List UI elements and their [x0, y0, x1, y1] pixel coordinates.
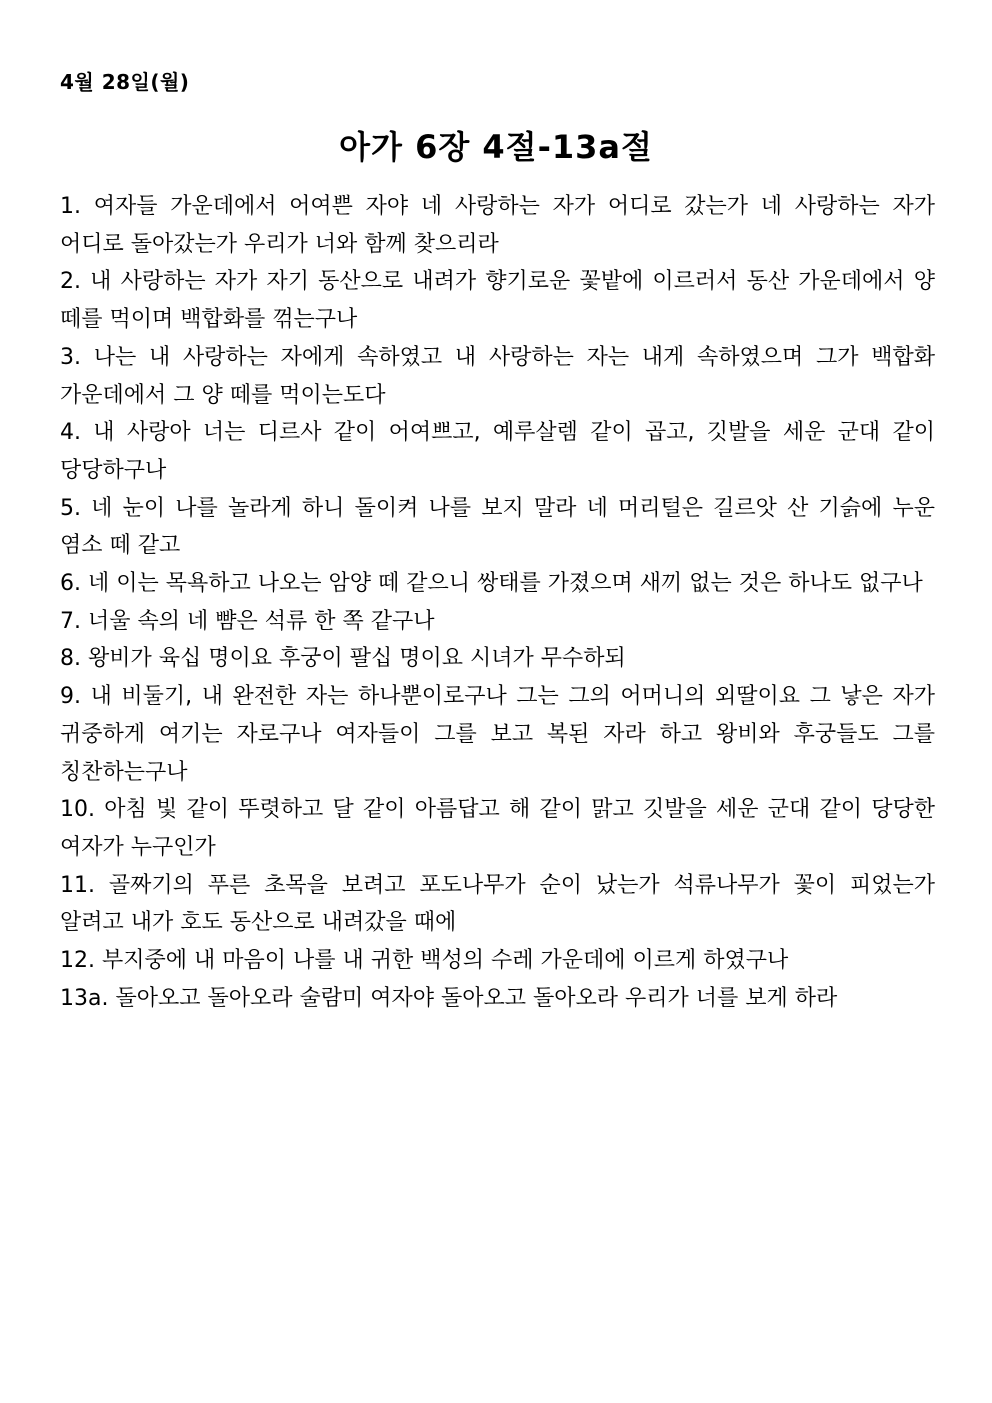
verse-13a: 13a. 돌아오고 돌아오라 술람미 여자야 돌아오고 돌아오라 우리가 너를 보게 하라 — [60, 985, 838, 1011]
verse-11: 11. 골짜기의 푸른 초목을 보려고 포도나무가 순이 났는가 석류나무가 꽃이 피었는가 알려고 내가 호도 동산으로 내려갔을 때에 — [60, 872, 935, 936]
date-heading: 4월 28일(월) — [60, 70, 190, 94]
verse-9: 9. 내 비둘기, 내 완전한 자는 하나뿐이로구나 그는 그의 어머니의 외딸이요 그 낳은 자가 귀중하게 여기는 자로구나 여자들이 그를 보고 복된 자라 하고 왕비와 후궁들도 그를 칭찬하는구나 — [60, 684, 935, 785]
verse-7: 7. 너울 속의 네 뺨은 석류 한 쪽 같구나 — [60, 608, 435, 634]
verse-8: 8. 왕비가 육십 명이요 후궁이 팔십 명이요 시녀가 무수하되 — [60, 646, 626, 672]
verse-12: 12. 부지중에 내 마음이 나를 내 귀한 백성의 수레 가운데에 이르게 하였구나 — [60, 948, 789, 974]
verse-3: 3. 나는 내 사랑하는 자에게 속하였고 내 사랑하는 자는 내게 속하였으며 그가 백합화 가운데에서 그 양 떼를 먹이는도다 — [60, 344, 935, 408]
verse-1: 1. 여자들 가운데에서 어여쁜 자야 네 사랑하는 자가 어디로 갔는가 네 사랑하는 자가 어디로 돌아갔는가 우리가 너와 함께 찾으리라 — [60, 194, 935, 257]
verse-2: 2. 내 사랑하는 자가 자기 동산으로 내려가 향기로운 꽃밭에 이르러서 동산 가운데에서 양 떼를 먹이며 백합화를 꺾는구나 — [60, 269, 935, 333]
verse-10: 10. 아침 빛 같이 뚜렷하고 달 같이 아름답고 해 같이 맑고 깃발을 세운 군대 같이 당당한 여자가 누구인가 — [60, 797, 935, 860]
page-title: 아가 6장 4절-13a절 — [339, 128, 653, 166]
verse-4: 4. 내 사랑아 너는 디르사 같이 어여쁘고, 예루살렘 같이 곱고, 깃발을 세운 군대 같이 당당하구나 — [60, 420, 935, 483]
verse-list — [60, 188, 935, 1017]
verse-6: 6. 네 이는 목욕하고 나오는 암양 떼 같으니 쌍태를 가졌으며 새끼 없는 것은 하나도 없구나 — [60, 571, 923, 597]
verse-5: 5. 네 눈이 나를 놀라게 하니 돌이켜 나를 보지 말라 네 머리털은 길르앗 산 기슭에 누운 염소 떼 같고 — [60, 495, 935, 559]
